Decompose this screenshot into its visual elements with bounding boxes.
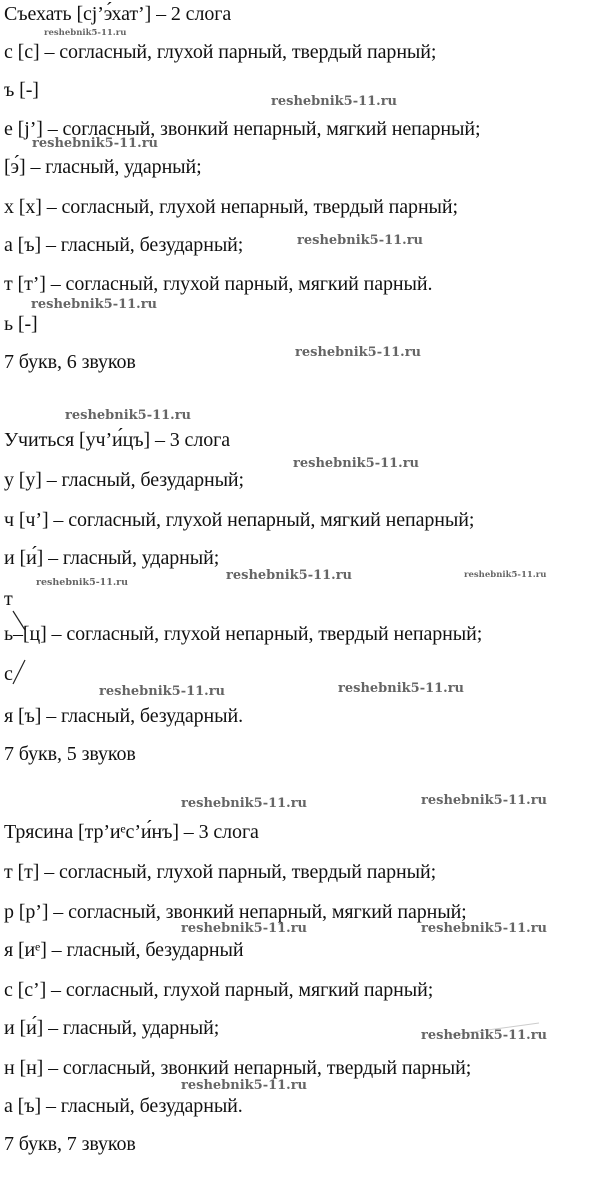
watermark: reshebnik5-11.ru: [181, 921, 308, 936]
watermark: reshebnik5-11.ru: [226, 568, 353, 583]
section-3-line-4: с [с’] – согласный, глухой парный, мягкий парный;: [4, 979, 434, 1001]
section-1-heading: Съехать [сj’э́хат’] – 2 слога: [4, 3, 232, 25]
section-2-summary: 7 букв, 5 звуков: [4, 743, 136, 765]
watermark: reshebnik5-11.ru: [181, 796, 308, 811]
watermark: reshebnik5-11.ru: [295, 345, 422, 360]
watermark: reshebnik5-11.ru: [297, 233, 424, 248]
watermark: reshebnik5-11.ru: [293, 456, 420, 471]
section-2-line-3: и [и́] – гласный, ударный;: [4, 547, 220, 569]
section-2-heading: Учиться [уч’и́цъ] – 3 слога: [4, 429, 230, 451]
section-1-line-6: а [ъ] – гласный, безударный;: [4, 234, 244, 256]
section-1-line-7: т [т’] – согласный, глухой парный, мягкий парный.: [4, 273, 433, 295]
watermark: reshebnik5-11.ru: [31, 297, 158, 312]
section-3-line-1: т [т] – согласный, глухой парный, твердый парный;: [4, 861, 437, 883]
section-3-line-7: а [ъ] – гласный, безударный.: [4, 1095, 243, 1117]
watermark: reshebnik5-11.ru: [65, 408, 192, 423]
section-3-line-2: р [р’] – согласный, звонкий непарный, мягкий парный;: [4, 901, 467, 923]
section-1-line-1: с [с] – согласный, глухой парный, твердый парный;: [4, 41, 437, 63]
section-1-line-8: ь [-]: [4, 313, 38, 335]
section-1-line-5: х [х] – согласный, глухой непарный, твердый парный;: [4, 196, 458, 218]
watermark: reshebnik5-11.ru: [421, 1028, 548, 1043]
section-1-line-4: [э́] – гласный, ударный;: [4, 156, 202, 178]
watermark: reshebnik5-11.ru: [32, 136, 159, 151]
section-3-line-3: я [иᵉ] – гласный, безударный: [4, 939, 244, 961]
section-2-line-2: ч [ч’] – согласный, глухой непарный, мягкий непарный;: [4, 509, 475, 531]
section-3-summary: 7 букв, 7 звуков: [4, 1133, 136, 1155]
section-2-line-7: я [ъ] – гласный, безударный.: [4, 705, 243, 727]
section-2-line-6: с: [4, 663, 13, 685]
section-3-heading: Трясина [тр’иᵉс’и́нъ] – 3 слога: [4, 821, 259, 843]
section-3-line-6: н [н] – согласный, звонкий непарный, твердый парный;: [4, 1057, 472, 1079]
watermark: reshebnik5-11.ru: [464, 570, 547, 580]
section-1-summary: 7 букв, 6 звуков: [4, 351, 136, 373]
watermark: reshebnik5-11.ru: [44, 28, 127, 38]
watermark: reshebnik5-11.ru: [271, 94, 398, 109]
watermark: reshebnik5-11.ru: [181, 1078, 308, 1093]
section-1-line-3: е [j’] – согласный, звонкий непарный, мягкий непарный;: [4, 118, 481, 140]
section-2-line-4: т: [4, 588, 13, 610]
watermark: reshebnik5-11.ru: [36, 577, 129, 588]
section-3-line-5: и [и́] – гласный, ударный;: [4, 1017, 220, 1039]
watermark: reshebnik5-11.ru: [421, 921, 548, 936]
watermark: reshebnik5-11.ru: [421, 793, 548, 808]
watermark: reshebnik5-11.ru: [99, 684, 226, 699]
section-1-line-2: ъ [-]: [4, 79, 39, 101]
section-2-line-5: ь–[ц] – согласный, глухой непарный, твердый непарный;: [4, 623, 483, 645]
watermark: reshebnik5-11.ru: [338, 681, 465, 696]
section-2-line-1: у [у] – гласный, безударный;: [4, 469, 244, 491]
